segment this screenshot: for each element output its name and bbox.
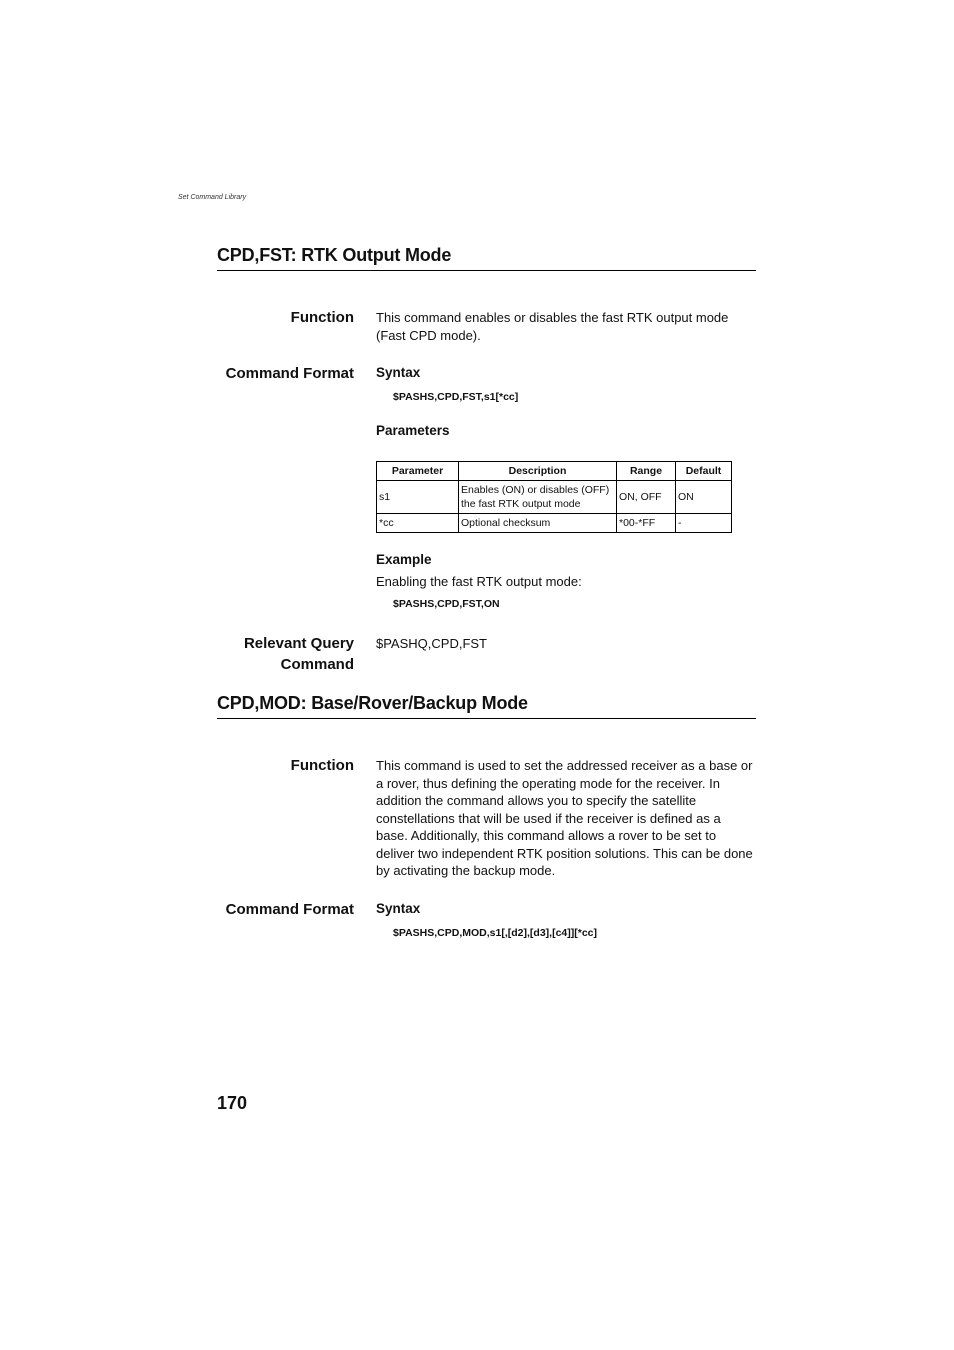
parameters-label: Parameters — [376, 423, 450, 438]
syntax-label: Syntax — [376, 365, 421, 380]
table-header-cell: Default — [676, 462, 732, 481]
function-text: This command is used to set the addressed receiver as a base or a rover, thus defining the operating mode for the receiver. In addition the command allows you to specify the satellite constellations that will be used if the receiver is defined as a base. Additionally, this command allows a rover to be set to deliver two independent RTK position solutions. This can be done by activating the backup mode. — [376, 758, 753, 878]
table-cell: *00-*FF — [617, 514, 676, 533]
table-cell: Enables (ON) or disables (OFF) the fast RTK output mode — [459, 481, 617, 514]
relevant-query-text: $PASHQ,CPD,FST — [376, 636, 488, 651]
example-text: Enabling the fast RTK output mode: — [376, 574, 582, 589]
example-code: $PASHS,CPD,FST,ON — [393, 598, 500, 610]
syntax-label: Syntax — [376, 901, 421, 916]
running-head: Set Command Library — [178, 194, 247, 201]
table-header-cell: Range — [617, 462, 676, 481]
parameters-table — [376, 461, 732, 533]
relevant-query-label — [200, 633, 354, 675]
page-number: 170 — [217, 1093, 248, 1113]
table-header-cell: Parameter — [377, 462, 459, 481]
function-text: This command enables or disables the fast RTK output mode (Fast CPD mode). — [376, 310, 729, 343]
table-cell: Optional checksum — [459, 514, 617, 533]
syntax-code: $PASHS,CPD,MOD,s1[,[d2],[d3],[c4]][*cc] — [393, 927, 598, 939]
section-title-cpd-fst: CPD,FST: RTK Output Mode — [217, 245, 756, 271]
table-cell: ON — [676, 481, 732, 514]
relevant-query-label-line2: Command — [280, 656, 354, 673]
table-row — [377, 514, 732, 533]
command-format-label: Command Format — [225, 901, 354, 918]
command-format-label: Command Format — [225, 365, 354, 382]
table-cell: *cc — [377, 514, 459, 533]
relevant-query-label-line1: Relevant Query — [243, 635, 354, 652]
table-cell: s1 — [377, 481, 459, 514]
table-row — [377, 481, 732, 514]
function-label: Function — [290, 309, 354, 326]
table-header-cell: Description — [459, 462, 617, 481]
example-label: Example — [376, 552, 432, 567]
section-title-cpd-mod: CPD,MOD: Base/Rover/Backup Mode — [217, 693, 756, 719]
table-cell: ON, OFF — [617, 481, 676, 514]
syntax-code: $PASHS,CPD,FST,s1[*cc] — [393, 391, 519, 403]
table-cell: - — [676, 514, 732, 533]
function-label: Function — [290, 757, 354, 774]
table-header-row — [377, 462, 732, 481]
